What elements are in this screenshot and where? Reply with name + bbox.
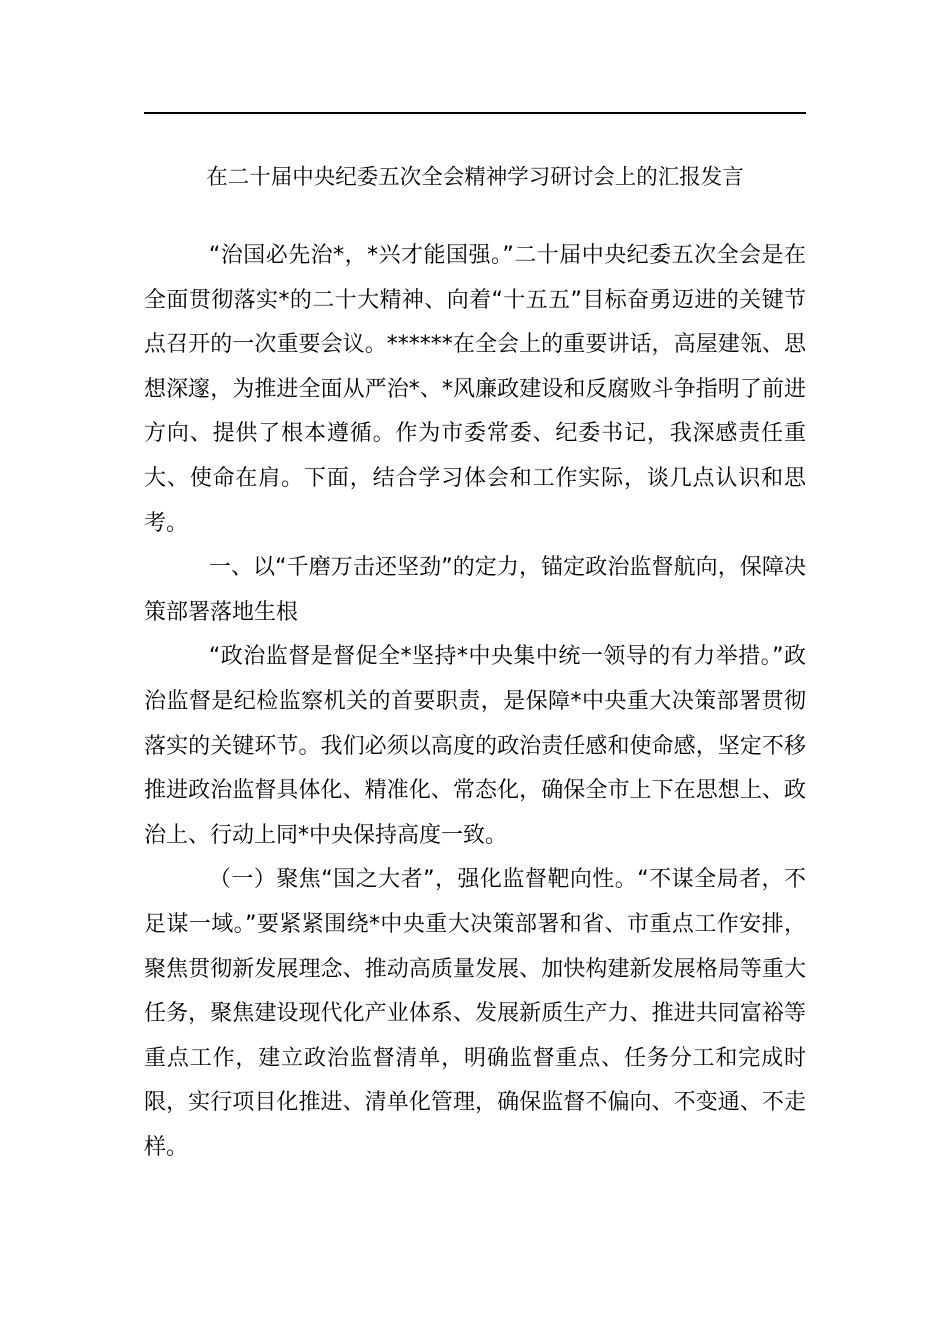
paragraph-political-supervision: “政治监督是督促全*坚持*中央集中统一领导的有力举措。”政治监督是纪检监察机关的首要职责，是保障*中央重大决策部署贯彻落实的关键环节。我们必须以高度的政治责任感和使命感，坚定不移推进政治监督具体化、精准化、常态化，确保全市上下在思想上、政治上、行动上同*中央保持高度一致。 bbox=[144, 644, 806, 848]
paragraph-subsection-1: （一）聚焦“国之大者”，强化监督靶向性。“不谋全局者，不足谋一域。”要紧紧围绕*中央重大决策部署和省、市重点工作安排，聚焦贯彻新发展理念、推动高质量发展、加快构建新发展格局等重大任务，聚焦建设现代化产业体系、发展新质生产力、推进共同富裕等重点工作，建立政治监督清单，明确监督重点、任务分工和完成时限，实行项目化推进、清单化管理，确保监督不偏向、不变通、不走样。 bbox=[144, 867, 806, 1160]
section-heading-1: 一、以“千磨万击还坚劲”的定力，锚定政治监督航向，保障决策部署落地生根 bbox=[144, 555, 806, 625]
paragraph-intro: “治国必先治*，*兴才能国强。”二十届中央纪委五次全会是在全面贯彻落实*的二十大精神、向着“十五五”目标奋勇迈进的关键节点召开的一次重要会议。******在全会上的重要讲话，高屋建瓴、思想深邃，为推进全面从严治*、*风廉政建设和反腐败斗争指明了前进方向、提供了根本遵循。作为市委常委、纪委书记，我深感责任重大、使命在肩。下面，结合学习体会和工作实际，谈几点认识和思考。 bbox=[144, 243, 806, 536]
header-rule bbox=[144, 112, 806, 114]
document-title: 在二十届中央纪委五次全会精神学习研讨会上的汇报发言 bbox=[206, 165, 744, 190]
document-body bbox=[144, 234, 806, 1170]
